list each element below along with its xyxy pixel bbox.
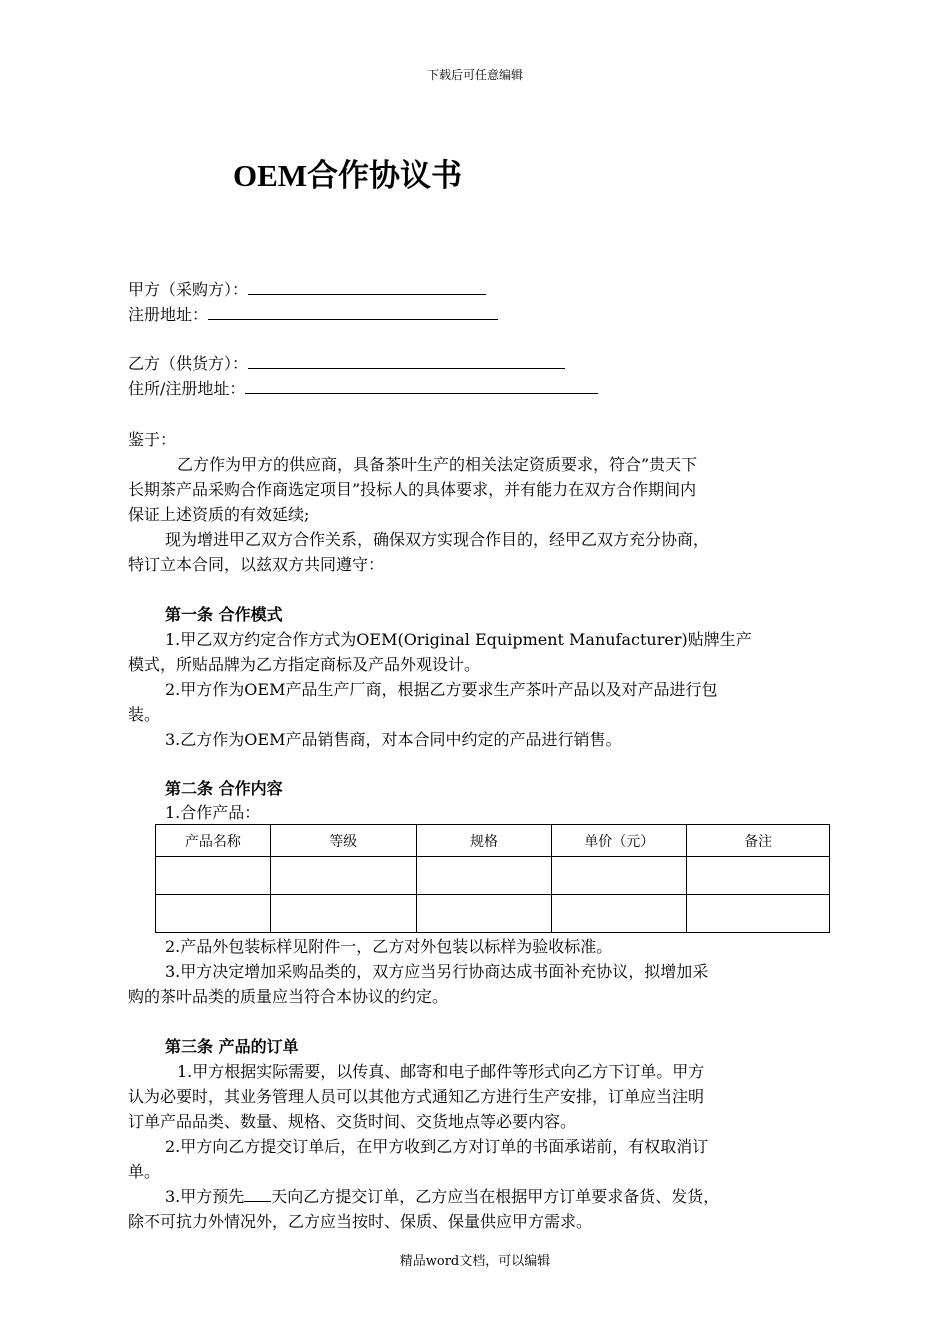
page-footer: 精品word文档，可以编辑 [399,1254,551,1269]
article3-item3-line2: 除不可抗力外情况外，乙方应当按时、保质、保量供应甲方需求。 [128,1212,593,1231]
header-grade: 等级 [270,825,416,857]
table-row [156,895,830,933]
article2-item2: 2.产品外包装标样见附件一，乙方对外包装以标样为验收标准。 [165,937,613,956]
header-unit-price: 单价（元） [552,825,687,857]
days-blank [244,1185,271,1202]
party-a-address-line [128,302,498,327]
preamble-p2-line2: 特订立本合同，以兹双方共同遵守： [128,555,385,574]
party-a-address-blank [208,302,498,320]
table-cell [270,895,416,933]
party-a-blank [248,277,486,295]
article1-item2-line1: 2.甲方作为OEM产品生产厂商，根据乙方要求生产茶叶产品以及对产品进行包 [165,680,718,699]
article2-item3-line1: 3.甲方决定增加采购品类的，双方应当另行协商达成书面补充协议，拟增加采 [165,962,709,981]
article1-item1-line2: 模式，所贴品牌为乙方指定商标及产品外观设计。 [128,655,481,674]
party-b-address-blank [245,376,598,394]
article3-item1-line1: 1.甲方根据实际需要，以传真、邮寄和电子邮件等形式向乙方下订单。甲方 [177,1062,705,1081]
article2-item1-label: 1.合作产品： [165,803,261,822]
article3-item2-line1: 2.甲方向乙方提交订单后，在甲方收到乙方对订单的书面承诺前，有权取消订 [165,1137,709,1156]
table-header-row [156,825,830,857]
article3-item3-line1 [165,1184,719,1209]
products-table [155,824,830,933]
article1-heading: 第一条 合作模式 [165,605,283,624]
party-b-address-label: 住所/注册地址： [128,379,246,398]
table-row [156,857,830,895]
article3-item2-line2: 单。 [128,1162,161,1181]
article3-item3-pre: 3.甲方预先 [165,1187,245,1206]
table-cell [687,895,830,933]
preamble-p1-line3: 保证上述资质的有效延续; [128,505,310,524]
party-b-label: 乙方（供货方）： [128,354,249,373]
preamble-p2-line1: 现为增进甲乙双方合作关系，确保双方实现合作目的，经甲乙双方充分协商， [165,530,710,549]
party-b-address-line [128,376,598,401]
page-header: 下载后可任意编辑 [426,68,523,82]
party-b-line [128,351,565,376]
article2-heading: 第二条 合作内容 [165,779,283,798]
header-remarks: 备注 [687,825,830,857]
table-cell [552,857,687,895]
header-product-name: 产品名称 [156,825,271,857]
preamble-p1-line1: 乙方作为甲方的供应商，具备茶叶生产的相关法定资质要求，符合”贵天下 [177,455,698,474]
document-title: OEM合作协议书 [233,158,463,193]
article2-item3-line2: 购的茶叶品类的质量应当符合本协议的约定。 [128,987,449,1006]
article3-item1-line3: 订单产品品类、数量、规格、交货时间、交货地点等必要内容。 [128,1112,577,1131]
article1-item2-line2: 装。 [128,705,161,724]
table-cell [416,895,552,933]
party-a-label: 甲方（采购方）： [128,280,249,299]
table-cell [156,895,271,933]
party-b-blank [248,351,565,369]
party-a-address-label: 注册地址： [128,305,209,324]
article3-item1-line2: 认为必要时，其业务管理人员可以其他方式通知乙方进行生产安排，订单应当注明 [128,1087,705,1106]
article3-heading: 第三条 产品的订单 [165,1037,299,1056]
table-cell [156,857,271,895]
preamble-p1-line2: 长期茶产品采购合作商选定项目”投标人的具体要求，并有能力在双方合作期间内 [128,480,697,499]
article1-item1-line1: 1.甲乙双方约定合作方式为OEM(Original Equipment Manufacturer)贴牌生产 [165,630,752,649]
table-cell [270,857,416,895]
table-cell [687,857,830,895]
header-spec: 规格 [416,825,552,857]
preamble-heading: 鉴于： [128,430,177,449]
party-a-line [128,277,486,302]
article3-item3-post: 天向乙方提交订单，乙方应当在根据甲方订单要求备货、发货， [271,1187,720,1206]
table-cell [552,895,687,933]
table-cell [416,857,552,895]
article1-item3: 3.乙方作为OEM产品销售商，对本合同中约定的产品进行销售。 [165,730,622,749]
